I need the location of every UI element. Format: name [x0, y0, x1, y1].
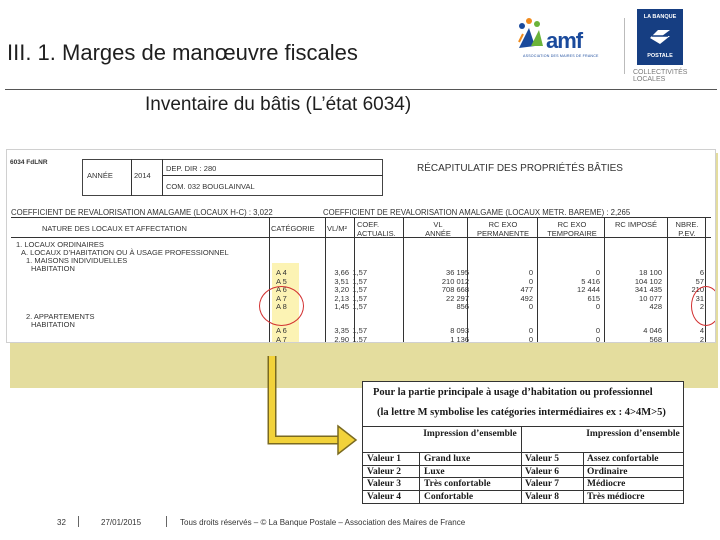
cell-coef: 1,57	[352, 285, 367, 294]
lbp-logo-line1: LA BANQUE	[643, 14, 677, 20]
slide-subtitle: Inventaire du bâtis (L’état 6034)	[145, 94, 412, 115]
cell-exo-p: 0	[528, 268, 533, 277]
cell-vl: 2,90	[334, 334, 349, 343]
section-line: 1. LOCAUX ORDINAIRES	[16, 240, 104, 249]
coef-hc: COEFFICIENT DE REVALORISATION AMALGAME (LOCAUX H-C) : 3,022	[11, 208, 273, 217]
legend-valeur: Valeur 8	[525, 491, 560, 502]
legend-label: Ordinaire	[587, 466, 628, 477]
cell-exo-p: 0	[528, 334, 533, 343]
cell-vl: 1,45	[334, 302, 349, 311]
cell-rc: 341 435	[634, 285, 662, 294]
cell-exo-t: 5 416	[581, 276, 600, 286]
legend-label: Grand luxe	[424, 454, 471, 464]
legend-row-divider	[363, 465, 683, 466]
cell-nb: 57	[695, 276, 704, 286]
cell-vl-an: 210 012	[441, 276, 469, 286]
slide-title: III. 1. Marges de manœuvre fiscales	[7, 40, 358, 65]
cell-coef: 1,57	[352, 268, 367, 277]
cell-categorie: A 8	[276, 302, 287, 311]
col-nbre: NBRE. P.EV.	[675, 220, 699, 238]
cell-vl-an: 8 093	[450, 326, 469, 335]
etat-6034-excerpt	[6, 149, 716, 343]
legend-valeur: Valeur 1	[367, 454, 402, 464]
legend-label: Très médiocre	[587, 491, 645, 502]
cell-exo-p: 0	[528, 326, 533, 335]
section-line: A. LOCAUX D’HABITATION OU À USAGE PROFESSIONNEL	[21, 248, 229, 257]
postal-bird-icon	[648, 24, 672, 48]
cell-nb: 4	[699, 326, 704, 335]
cell-nb: 2	[699, 334, 704, 343]
cell-vl: 3,51	[334, 276, 349, 286]
legend-valeur: Valeur 2	[367, 466, 402, 477]
amf-logo-word: amf	[546, 28, 583, 53]
cell-vl: 2,13	[334, 293, 349, 303]
cell-coef: 1,57	[352, 276, 367, 286]
col-coef: COEF. ACTUALIS.	[357, 220, 396, 238]
legend-label: Confortable	[424, 491, 474, 502]
legend-row-divider	[363, 477, 683, 478]
cell-exo-t: 0	[595, 302, 600, 311]
legend-header-right: Impression d’ensemble	[586, 429, 680, 439]
col-vl-annee: VL ANNÉE	[425, 220, 451, 238]
cell-rc: 10 077	[639, 293, 662, 303]
footer-separator	[78, 516, 79, 527]
amf-figure-icon	[515, 16, 549, 52]
lbp-tagline: COLLECTIVITÉS LOCALES	[633, 69, 688, 83]
legend-valeur: Valeur 6	[525, 466, 560, 477]
cell-exo-t: 615	[587, 293, 600, 303]
form-id: 6034 FdLNR	[10, 159, 48, 166]
cell-vl-an: 22 297	[446, 293, 469, 303]
cell-vl-an: 1 136	[450, 334, 469, 343]
section-line: HABITATION	[31, 320, 75, 329]
legend-valeur: Valeur 7	[525, 479, 560, 489]
cell-exo-t: 0	[595, 268, 600, 277]
footer-rights: Tous droits réservés – © La Banque Postale – Association des Maires de France	[180, 518, 466, 527]
cell-categorie: A 7	[276, 293, 287, 303]
pointer-arrow-icon	[260, 354, 360, 464]
cell-categorie: A 6	[276, 285, 287, 294]
cell-coef: 1,57	[352, 293, 367, 303]
legend-header-left: Impression d’ensemble	[423, 429, 517, 439]
cell-nb: 31	[695, 293, 704, 303]
cell-exo-t: 0	[595, 334, 600, 343]
section-line: 2. APPARTEMENTS	[26, 312, 95, 321]
cell-rc: 428	[649, 302, 662, 311]
col-rc-impose: RC IMPOSÉ	[614, 220, 658, 229]
section-line: 1. MAISONS INDIVIDUELLES	[26, 256, 128, 265]
lbp-logo-line2: POSTALE	[647, 53, 673, 59]
cell-exo-t: 0	[595, 326, 600, 335]
col-exo-perm: RC EXO PERMANENTE	[476, 220, 530, 238]
cell-exo-p: 0	[528, 276, 533, 286]
annee-value: 2014	[134, 171, 151, 180]
footer-date: 27/01/2015	[101, 518, 142, 527]
cell-categorie: A 7	[276, 334, 287, 343]
cell-vl-an: 36 195	[446, 268, 469, 277]
cell-rc: 568	[649, 334, 662, 343]
coef-metr: COEFFICIENT DE REVALORISATION AMALGAME (LOCAUX METR. BAREME) : 2,265	[323, 208, 631, 217]
cell-vl: 3,35	[334, 326, 349, 335]
legend-valeur: Valeur 3	[367, 479, 402, 489]
cell-exo-p: 477	[520, 285, 533, 294]
cell-nb: 6	[699, 268, 704, 277]
legend-valeur: Valeur 5	[525, 454, 560, 464]
cell-rc: 4 046	[643, 326, 662, 335]
legend-label: Luxe	[424, 466, 445, 477]
cell-vl-an: 708 668	[441, 285, 469, 294]
cell-categorie: A 6	[276, 326, 287, 335]
legend-label: Médiocre	[587, 479, 626, 489]
legend-label: Assez confortable	[587, 454, 659, 464]
cell-coef: 1,57	[352, 302, 367, 311]
legend-note: (la lettre M symbolise les catégories intermédiaires ex : 4>4M>5)	[377, 407, 666, 418]
legend-label: Très confortable	[424, 479, 491, 489]
cell-nb: 2	[699, 302, 704, 311]
col-nature: NATURE DES LOCAUX ET AFFECTATION	[42, 224, 187, 233]
col-vlm2: VL/M²	[327, 224, 348, 233]
cell-nb: 210	[691, 285, 704, 294]
page-number: 32	[57, 518, 66, 527]
legend-valeur: Valeur 4	[367, 491, 402, 502]
cell-vl-an: 856	[456, 302, 469, 311]
cell-vl: 3,20	[334, 285, 349, 294]
cell-coef: 1,57	[352, 326, 367, 335]
departement: DEP. DIR : 280	[166, 164, 217, 173]
cell-exo-p: 0	[528, 302, 533, 311]
cell-categorie: A 4	[276, 268, 287, 277]
recap-title: RÉCAPITULATIF DES PROPRIÉTÉS BÂTIES	[417, 163, 623, 174]
section-line: HABITATION	[31, 264, 75, 273]
logo-divider	[624, 18, 625, 74]
col-exo-temp: RC EXO TEMPORAIRE	[547, 220, 597, 238]
commune: COM. 032 BOUGLAINVAL	[166, 182, 255, 191]
cell-vl: 3,66	[334, 268, 349, 277]
cell-rc: 104 102	[634, 276, 662, 286]
highlight-circle-categorie	[259, 286, 304, 326]
amf-logo	[515, 16, 613, 64]
cell-exo-t: 12 444	[577, 285, 600, 294]
cell-rc: 18 100	[639, 268, 662, 277]
la-banque-postale-logo	[637, 9, 683, 65]
categorie-legend	[362, 381, 684, 504]
cell-exo-p: 492	[520, 293, 533, 303]
annee-label: ANNÉE	[87, 171, 113, 180]
title-divider	[5, 89, 717, 90]
legend-row-divider	[363, 490, 683, 491]
footer-separator	[166, 516, 167, 527]
legend-title: Pour la partie principale à usage d’habitation ou professionnel	[373, 387, 653, 398]
amf-logo-subtitle: ASSOCIATION DES MAIRES DE FRANCE	[523, 54, 599, 58]
col-categorie: CATÉGORIE	[271, 224, 315, 233]
cell-categorie: A 5	[276, 276, 287, 286]
cell-coef: 1,57	[352, 334, 367, 343]
highlight-circle-nbre	[691, 286, 716, 326]
